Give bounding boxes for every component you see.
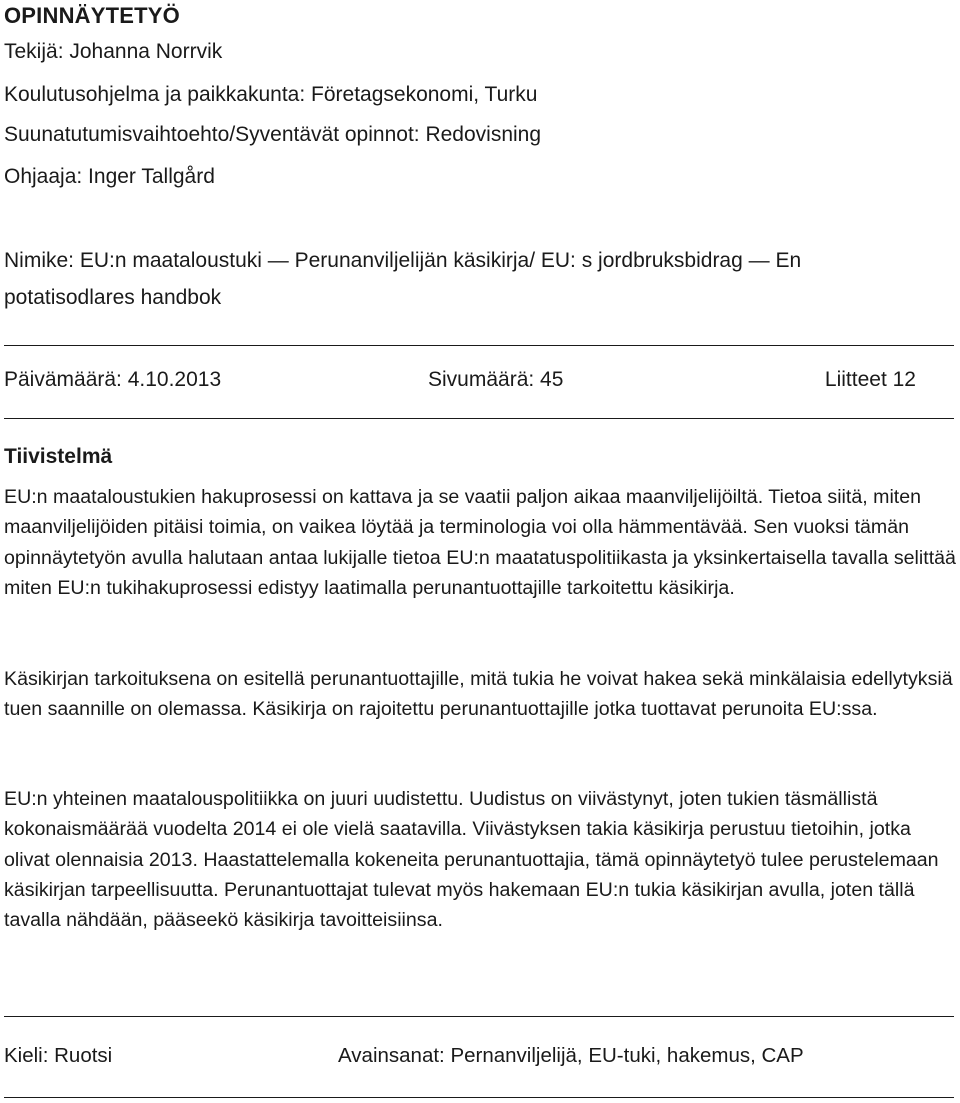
date-field: Päivämäärä: 4.10.2013 bbox=[4, 368, 222, 391]
paragraph-text: EU:n yhteinen maatalouspolitiikka on juuri uudistettu. Uudistus on viivästynyt, joten tukien täsmällistä kokonaismäärää vuodelta 2014 ei ole vielä saatavilla. Viivästyksen takia käsikirja perustuu tietoihin, jotka olivat olennaisia 2013. Haastattelemalla kokeneita perunantuottajia, tämä opinnäytetyö tulee perustelemaan käsikirjan tarpeellisuutta. Perunantuottajat tulevat myös hakemaan EU:n tukia käsikirjan avulla, joten tällä tavalla nähdään, pääseekö käsikirja tavoitteisiinsa. bbox=[4, 788, 939, 932]
abstract-paragraph-1 bbox=[4, 482, 956, 603]
author: Tekijä: Johanna Norrvik bbox=[4, 40, 223, 63]
divider bbox=[4, 1097, 954, 1098]
divider bbox=[4, 418, 954, 419]
thesis-title-line-2: potatisodlares handbok bbox=[4, 286, 222, 309]
supervisor: Ohjaaja: Inger Tallgård bbox=[4, 165, 215, 188]
abstract-heading: Tiivistelmä bbox=[4, 445, 113, 468]
page-count-field: Sivumäärä: 45 bbox=[428, 368, 564, 391]
divider bbox=[4, 345, 954, 346]
abstract-paragraph-3 bbox=[4, 784, 956, 935]
language-field: Kieli: Ruotsi bbox=[4, 1044, 113, 1067]
thesis-title-line-1: Nimike: EU:n maataloustuki — Perunanviljelijän käsikirja/ EU: s jordbruksbidrag — En bbox=[4, 249, 802, 272]
keywords-field: Avainsanat: Pernanviljelijä, EU-tuki, hakemus, CAP bbox=[338, 1044, 804, 1067]
paragraph-text: EU:n maataloustukien hakuprosessi on kattava ja se vaatii paljon aikaa maanviljelijöiltä. Tietoa siitä, miten maanviljelijöiden pitäisi toimia, on vaikea löytää ja terminologia voi olla hämmentävää. Sen vuoksi tämän opinnäytetyön avulla halutaan antaa lukijalle tietoa EU:n maatatuspolitiikasta ja yksinkertaisella tavalla selittää miten EU:n tukihakuprosessi edistyy laatimalla perunantuottajille tarkoitettu käsikirja. bbox=[4, 486, 956, 599]
abstract-paragraph-2 bbox=[4, 664, 956, 725]
specialization: Suunatutumisvaihtoehto/Syventävät opinnot: Redovisning bbox=[4, 123, 542, 146]
paragraph-text: Käsikirjan tarkoituksena on esitellä perunantuottajille, mitä tukia he voivat hakea sekä minkälaisia edellytyksiä tuen saannille on olemassa. Käsikirja on rajoitettu perunantuottajille jotka tuottavat perunoita EU:ssa. bbox=[4, 668, 953, 721]
divider bbox=[4, 1016, 954, 1017]
appendix-count-field: Liitteet 12 bbox=[824, 368, 916, 391]
degree-program: Koulutusohjelma ja paikkakunta: Företagsekonomi, Turku bbox=[4, 83, 538, 106]
document-title: OPINNÄYTETYÖ bbox=[4, 3, 180, 28]
